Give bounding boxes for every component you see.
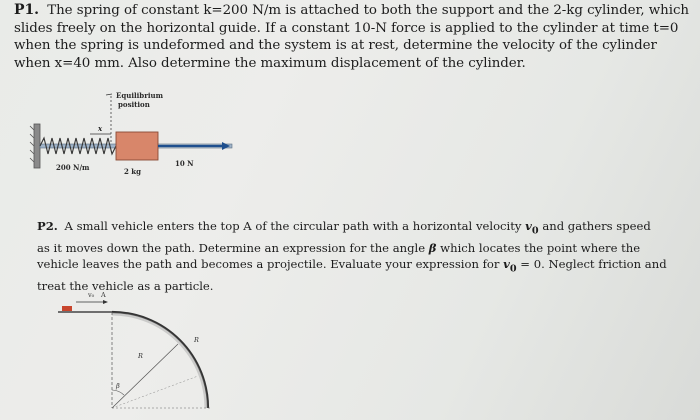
v0-subscript-2: 0 [509,263,517,275]
beta-label: β [116,382,120,390]
problem-1-text [14,2,694,72]
figure-1-spring-mass [20,86,280,186]
problem-2-part-c: which locates the point where the vehicle leaves the path and becomes a projectile. Evaluate your expression for [37,240,641,272]
problem-1-label: P1. [14,2,39,18]
v0-subscript: 0 [531,225,539,237]
arc-radius-label: R [194,336,199,344]
radius-label: R [138,352,143,360]
figure-2-circular-path [58,292,258,412]
problem-2-part-d: = 0. Neglect friction and treat the vehicle as a particle. [37,257,667,293]
mass-label: 2 kg [124,167,142,176]
spring-constant-label: 200 N/m [56,163,90,172]
point-a-label: A [101,291,106,299]
support-wall [34,124,40,168]
beta-symbol: β [428,240,437,255]
v0-label: v₀ [88,291,95,299]
problem-1-statement: The spring of constant k=200 N/m is attached to both the support and the 2-kg cylinder, which slides freely on the horizontal guide. If a constant 10-N force is applied to the cylinder at time t=0 when the spring is undeformed and the system is at rest, determine the velocity of the cylinder when x=40 mm. Also determine the maximum displacement of the cylinder. [14,3,690,71]
v0-symbol: v [525,219,532,233]
problem-2-label: P2. [37,219,58,233]
x-label: x [98,124,103,133]
vehicle [62,306,72,311]
equilibrium-label: Equilibrium [116,91,164,100]
force-label: 10 N [175,159,194,168]
problem-2-text [37,218,667,294]
problem-2-part-b: and gathers speed as it moves down the path. Determine an expression for the angle [37,219,651,255]
position-label: position [118,100,150,109]
cylinder-2kg [116,132,158,160]
v0-symbol-2: v [503,257,510,272]
problem-2-part-a: A small vehicle enters the top A of the circular path with a horizontal velocity [64,219,526,233]
